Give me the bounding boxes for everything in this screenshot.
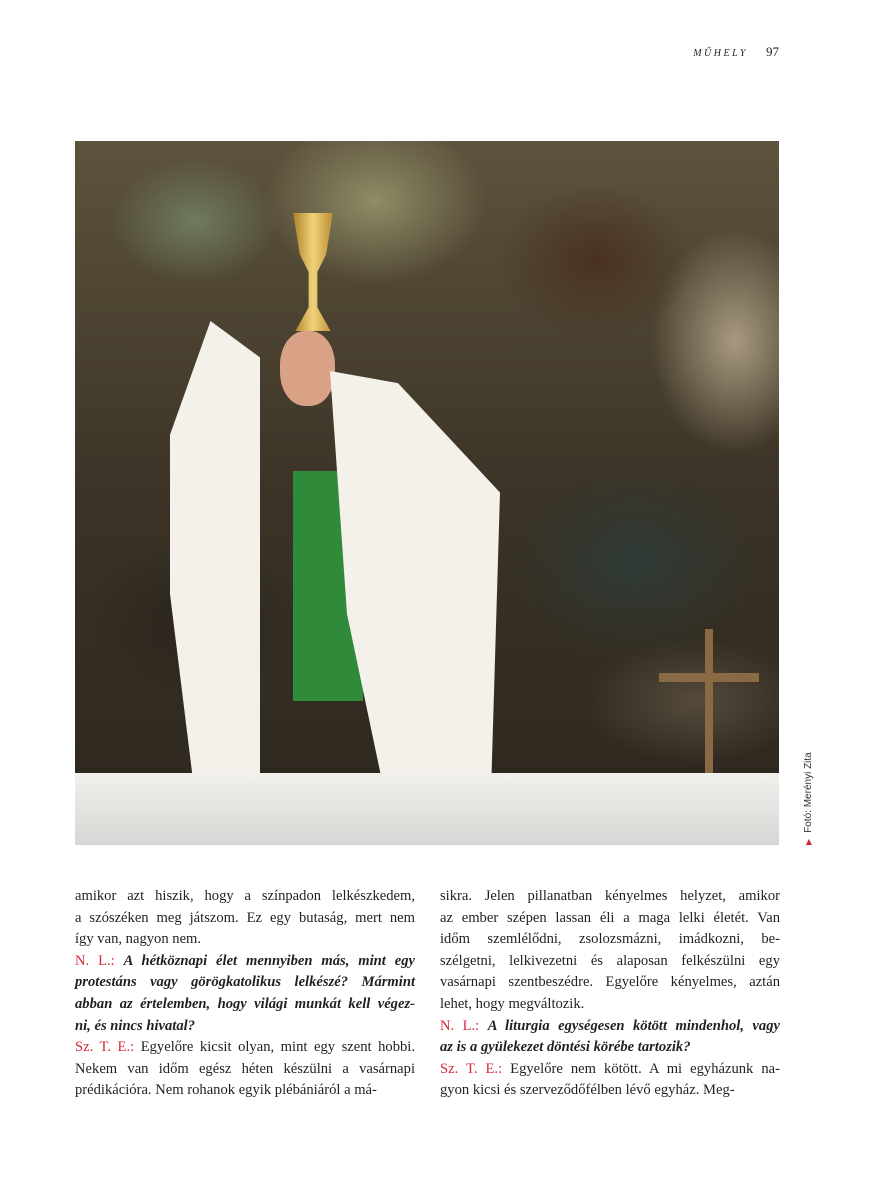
- text-line: [440, 1016, 780, 1038]
- vestment-left: [170, 321, 260, 776]
- text-line: [75, 951, 415, 973]
- question-text: abban az értelemben, hogy világi munkát kell végez-: [75, 995, 415, 1012]
- section-title: MŰHELY: [693, 48, 748, 59]
- vestment-right: [330, 371, 500, 776]
- page-number: 97: [766, 44, 779, 59]
- photo-priest-elevating-chalice: [75, 141, 779, 845]
- text-line: [75, 1037, 415, 1059]
- answer-text: így van, nagyon nem.: [75, 931, 202, 948]
- text-line: [440, 994, 780, 1016]
- text-line: [440, 1059, 780, 1081]
- answer-text: gyon kicsi és szerveződőfélben lévő egyház. Meg-: [440, 1082, 735, 1099]
- cross-bar: [659, 673, 759, 682]
- answer-text: vasárnapi szentbeszédre. Egyelőre kényelmes, aztán: [440, 974, 780, 991]
- priest-face: [280, 331, 335, 406]
- answer-text: Egyelőre nem kötött. A mi egyházunk na-: [510, 1060, 781, 1077]
- text-line: [75, 929, 415, 951]
- running-header: [693, 44, 779, 60]
- answer-text: Egyelőre kicsit olyan, mint egy szent hobbi.: [140, 1039, 415, 1056]
- answer-text: lehet, hogy megváltozik.: [440, 995, 585, 1012]
- text-line: [440, 929, 780, 951]
- text-line: [440, 1037, 780, 1059]
- question-text: A liturgia egységesen kötött mindenhol, vagy: [487, 1017, 780, 1034]
- text-line: [75, 886, 415, 908]
- answer-text: időm szemlélődni, zsolozsmázni, imádkozni, be-: [440, 931, 780, 948]
- text-line: [440, 886, 780, 908]
- text-line: [75, 908, 415, 930]
- altar: [75, 773, 779, 845]
- speaker-label: N. L.:: [75, 952, 115, 969]
- cross-icon: [705, 629, 713, 779]
- answer-text: a szószéken meg játszom. Ez egy butaság, mert nem: [75, 909, 415, 926]
- question-text: ni, és nincs hivatal?: [75, 1017, 196, 1034]
- chalice: [291, 213, 335, 331]
- text-line: [440, 951, 780, 973]
- speaker-label: Sz. T. E.:: [75, 1039, 135, 1056]
- text-line: [440, 908, 780, 930]
- text-column-left: [75, 886, 415, 1102]
- photo-credit-text: Fotó: Merényi Zita: [803, 752, 814, 833]
- answer-text: sikra. Jelen pillanatban kényelmes helyzet, amikor: [440, 888, 780, 904]
- photo-credit: [803, 752, 814, 845]
- text-line: [75, 994, 415, 1016]
- question-text: A hétköznapi élet mennyiben más, mint egy: [123, 952, 415, 969]
- text-line: [440, 972, 780, 994]
- text-line: [75, 1059, 415, 1081]
- text-line: [75, 972, 415, 994]
- answer-text: prédikációra. Nem rohanok egyik plébániáról a má-: [75, 1082, 377, 1099]
- text-line: [75, 1016, 415, 1038]
- question-text: protestáns vagy görögkatolikus lelkészé? Mármint: [75, 974, 415, 991]
- triangle-icon: ▶: [804, 838, 813, 845]
- answer-text: az ember szépen lassan éli a maga lelki életét. Van: [440, 909, 780, 926]
- speaker-label: Sz. T. E.:: [440, 1060, 503, 1077]
- text-line: [75, 1080, 415, 1102]
- answer-text: Nekem van időm egész héten készülni a vasárnapi: [75, 1060, 415, 1077]
- speaker-label: N. L.:: [440, 1017, 480, 1034]
- text-line: [440, 1080, 780, 1102]
- question-text: az is a gyülekezet döntési körébe tartozik?: [440, 1039, 691, 1056]
- text-column-right: [440, 886, 780, 1102]
- answer-text: szélgetni, lelkivezetni és alaposan felkészülni egy: [440, 952, 780, 969]
- answer-text: amikor azt hiszik, hogy a színpadon lelkészkedem,: [75, 888, 415, 904]
